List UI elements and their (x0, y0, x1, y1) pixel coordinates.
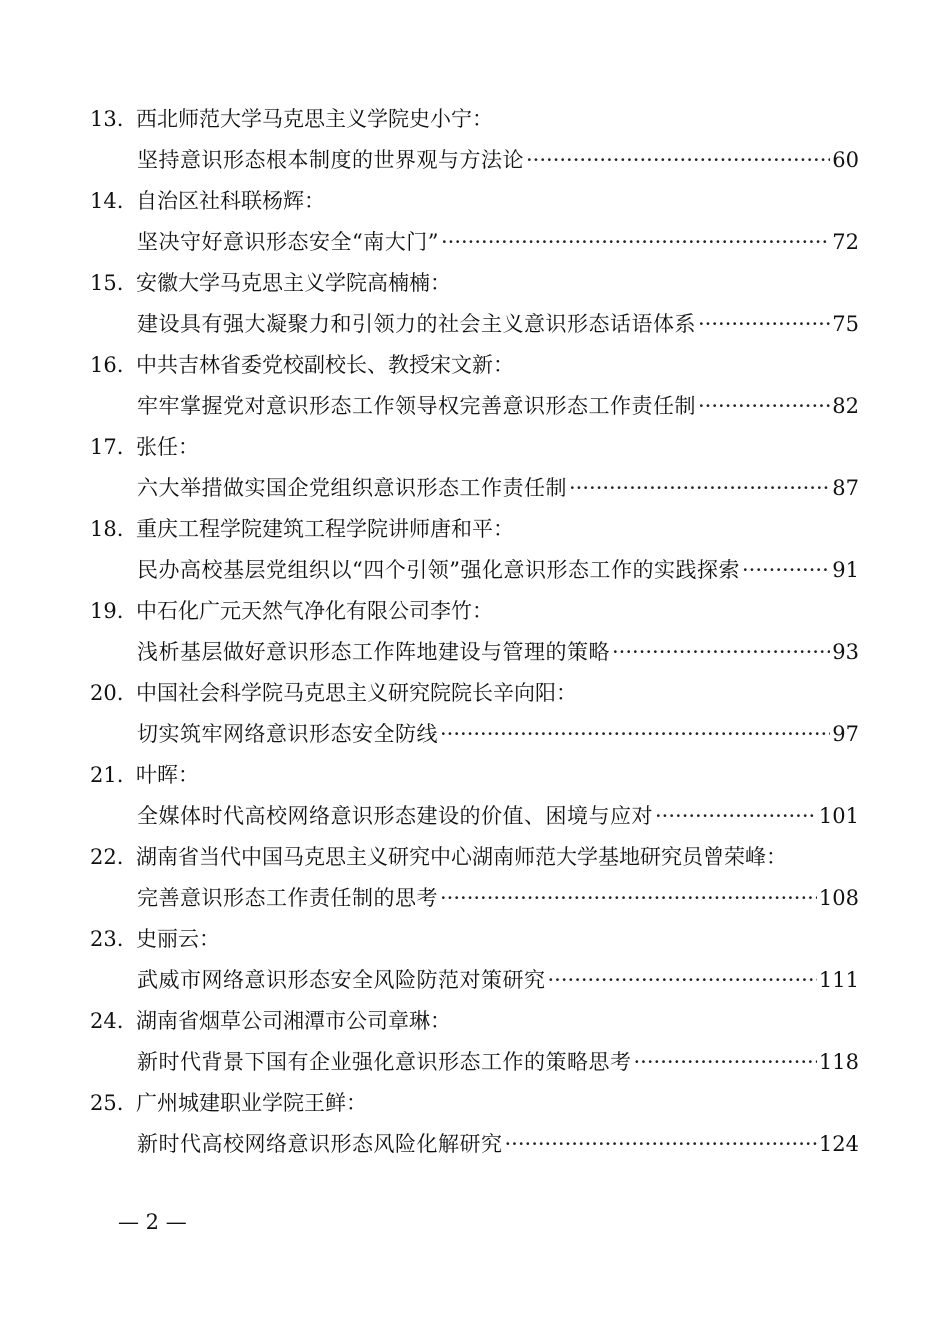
entry-author-line (90, 99, 493, 139)
entry-title-line[interactable] (137, 304, 859, 344)
entry-title-line[interactable] (137, 1124, 859, 1164)
entry-author-line (90, 509, 514, 549)
entry-author-line (90, 1083, 367, 1123)
dot-leader (440, 714, 830, 754)
entry-title-line[interactable] (137, 632, 859, 672)
entry-page-number: 72 (832, 230, 859, 254)
entry-title-line[interactable] (137, 386, 859, 426)
entry-author-line (90, 837, 787, 877)
entry-number: 19. (90, 599, 124, 623)
toc-entry (0, 345, 950, 427)
toc-entry (0, 591, 950, 673)
entry-number: 23. (90, 927, 124, 951)
entry-author-line (90, 181, 325, 221)
toc-entry (0, 99, 950, 181)
entry-author: 中石化广元天然气净化有限公司李竹： (136, 599, 493, 623)
entry-title: 六大举措做实国企党组织意识形态工作责任制 (137, 476, 567, 500)
toc-entry (0, 263, 950, 345)
entry-page-number: 82 (832, 394, 859, 418)
entry-author-line (90, 263, 451, 303)
entry-title: 坚决守好意识形态安全“南大门” (137, 230, 439, 254)
dot-leader (698, 386, 830, 426)
entry-title-line[interactable] (137, 222, 859, 262)
entry-author-line (90, 591, 493, 631)
toc-entry (0, 755, 950, 837)
entry-title-line[interactable] (137, 468, 859, 508)
dot-leader (655, 796, 817, 836)
entry-author: 自治区社科联杨辉： (136, 189, 325, 213)
toc-entry (0, 509, 950, 591)
entry-author: 重庆工程学院建筑工程学院讲师唐和平： (136, 517, 514, 541)
entry-author: 安徽大学马克思主义学院高楠楠： (136, 271, 451, 295)
toc-entry (0, 837, 950, 919)
entry-page-number: 93 (832, 640, 859, 664)
dot-leader (441, 222, 830, 262)
entry-title-line[interactable] (137, 1042, 859, 1082)
entry-page-number: 60 (832, 148, 859, 172)
entry-number: 25. (90, 1091, 124, 1115)
toc-entry (0, 1001, 950, 1083)
entry-author-line (90, 1001, 451, 1041)
entry-title: 民办高校基层党组织以“四个引领”强化意识形态工作的实践探索 (137, 558, 740, 582)
dot-leader (569, 468, 830, 508)
dot-leader (612, 632, 830, 672)
entry-number: 21. (90, 763, 124, 787)
entry-title: 坚持意识形态根本制度的世界观与方法论 (137, 148, 524, 172)
entry-page-number: 118 (818, 1050, 859, 1074)
entry-page-number: 87 (832, 476, 859, 500)
entry-number: 17. (90, 435, 124, 459)
entry-title: 切实筑牢网络意识形态安全防线 (137, 722, 438, 746)
entry-number: 22. (90, 845, 124, 869)
entry-author: 中共吉林省委党校副校长、教授宋文新： (136, 353, 514, 377)
entry-author-line (90, 673, 577, 713)
entry-page-number: 91 (832, 558, 859, 582)
entry-title: 新时代背景下国有企业强化意识形态工作的策略思考 (137, 1050, 632, 1074)
entry-number: 20. (90, 681, 124, 705)
entry-number: 14. (90, 189, 124, 213)
page-number-footer: — 2 — (118, 1210, 187, 1234)
entry-title-line[interactable] (137, 714, 859, 754)
entry-author: 湖南省烟草公司湘潭市公司章琳： (136, 1009, 451, 1033)
entry-title: 建设具有强大凝聚力和引领力的社会主义意识形态话语体系 (137, 312, 696, 336)
toc-entry (0, 1083, 950, 1165)
entry-page-number: 111 (818, 968, 859, 992)
dot-leader (505, 1124, 817, 1164)
entry-author-line (90, 345, 514, 385)
entry-author: 叶晖： (136, 763, 199, 787)
entry-author-line (90, 919, 220, 959)
entry-title-line[interactable] (137, 140, 859, 180)
entry-title-line[interactable] (137, 796, 859, 836)
entry-author: 张任： (136, 435, 199, 459)
dot-leader (548, 960, 817, 1000)
entry-page-number: 75 (832, 312, 859, 336)
toc-entry (0, 919, 950, 1001)
entry-number: 15. (90, 271, 124, 295)
table-of-contents (0, 99, 950, 1165)
entry-number: 24. (90, 1009, 124, 1033)
entry-title: 浅析基层做好意识形态工作阵地建设与管理的策略 (137, 640, 610, 664)
entry-title-line[interactable] (137, 960, 859, 1000)
entry-title: 武威市网络意识形态安全风险防范对策研究 (137, 968, 546, 992)
toc-entry (0, 427, 950, 509)
entry-number: 18. (90, 517, 124, 541)
dot-leader (634, 1042, 817, 1082)
entry-author: 广州城建职业学院王鲜： (136, 1091, 367, 1115)
entry-author: 中国社会科学院马克思主义研究院院长辛向阳： (136, 681, 577, 705)
entry-page-number: 124 (818, 1132, 859, 1156)
toc-entry (0, 673, 950, 755)
entry-author: 史丽云： (136, 927, 220, 951)
toc-entry (0, 181, 950, 263)
entry-number: 13. (90, 107, 124, 131)
entry-number: 16. (90, 353, 124, 377)
entry-page-number: 108 (818, 886, 859, 910)
entry-title: 新时代高校网络意识形态风险化解研究 (137, 1132, 503, 1156)
dot-leader (526, 140, 830, 180)
entry-author-line (90, 427, 199, 467)
entry-page-number: 97 (832, 722, 859, 746)
entry-title: 全媒体时代高校网络意识形态建设的价值、困境与应对 (137, 804, 653, 828)
entry-title: 牢牢掌握党对意识形态工作领导权完善意识形态工作责任制 (137, 394, 696, 418)
entry-author: 湖南省当代中国马克思主义研究中心湖南师范大学基地研究员曾荣峰： (136, 845, 787, 869)
entry-author: 西北师范大学马克思主义学院史小宁： (136, 107, 493, 131)
dot-leader (698, 304, 830, 344)
entry-title: 完善意识形态工作责任制的思考 (137, 886, 438, 910)
dot-leader (742, 550, 830, 590)
entry-author-line (90, 755, 199, 795)
entry-page-number: 101 (818, 804, 859, 828)
entry-title-line[interactable] (137, 878, 859, 918)
entry-title-line[interactable] (137, 550, 859, 590)
dot-leader (440, 878, 817, 918)
